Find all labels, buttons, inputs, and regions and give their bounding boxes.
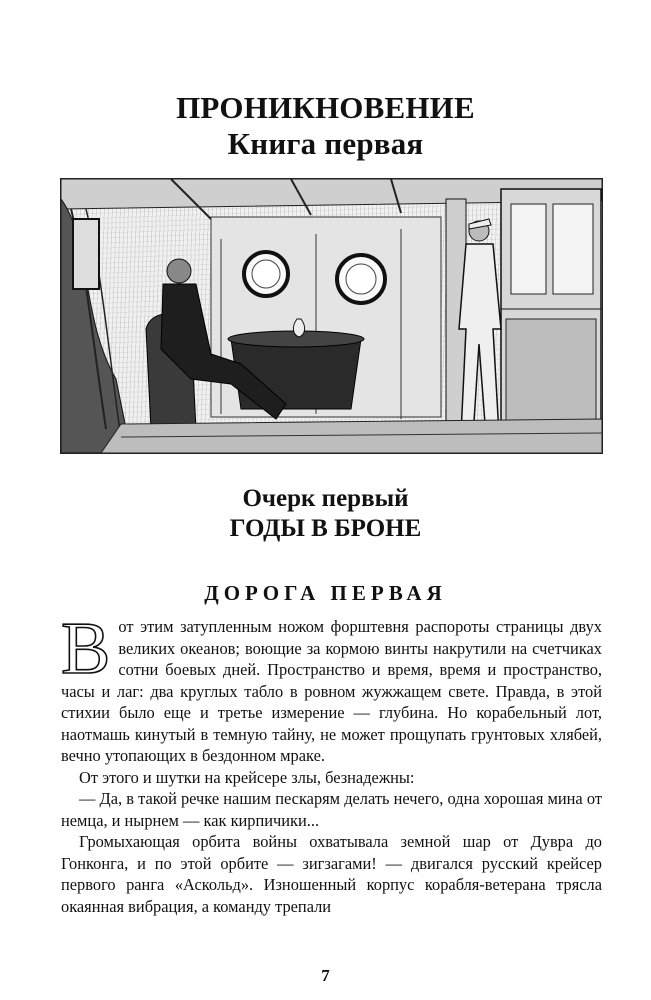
paragraph-text: от этим затупленным ножом форштевня распороты страницы двух великих океанов; воющие за кормою винты накрутили на счетчиках сотни боевых дней. Пространство и время, время и пространство, часы и лаг: два круглых табло в ровном жужжащем свете. Правда, в этой стихии было еще и третье измерение — глубина. Но корабельный лот, наотмашь кинутый в темную тайну, не может прощупать грунтовых хлябей, вечно утопающих в бездонном мраке. (61, 617, 602, 765)
essay-name-title: ГОДЫ В БРОНЕ (229, 515, 422, 542)
chapter-body (61, 608, 602, 917)
book-subtitle: Книга первая (227, 126, 424, 161)
book-title: ПРОНИКНОВЕНИЕ (176, 90, 475, 125)
paragraph: — Да, в такой речке нашим пескарям делать нечего, одна хорошая мина от немца, и нырнем — как кирпичики... (61, 789, 602, 830)
paragraph: От этого и шутки на крейсере злы, безнадежны: (79, 767, 415, 787)
chapter-title: ДОРОГА ПЕРВАЯ (204, 581, 447, 605)
illustration (60, 178, 603, 454)
paragraph: Громыхающая орбита войны охватывала земной шар от Дувра до Гонконга, и по этой орбите — зигзагами! — двигался русский крейсер первого ранга «Аскольд». Изношенный корпус корабля-ветерана трясла окаянная вибрация, а команду трепали (61, 832, 602, 916)
paragraph (61, 608, 602, 767)
cabin-engraving-image (61, 179, 602, 453)
essay-number-title: Очерк первый (242, 485, 409, 512)
drop-cap: В (61, 608, 111, 690)
page-number: 7 (321, 966, 330, 985)
